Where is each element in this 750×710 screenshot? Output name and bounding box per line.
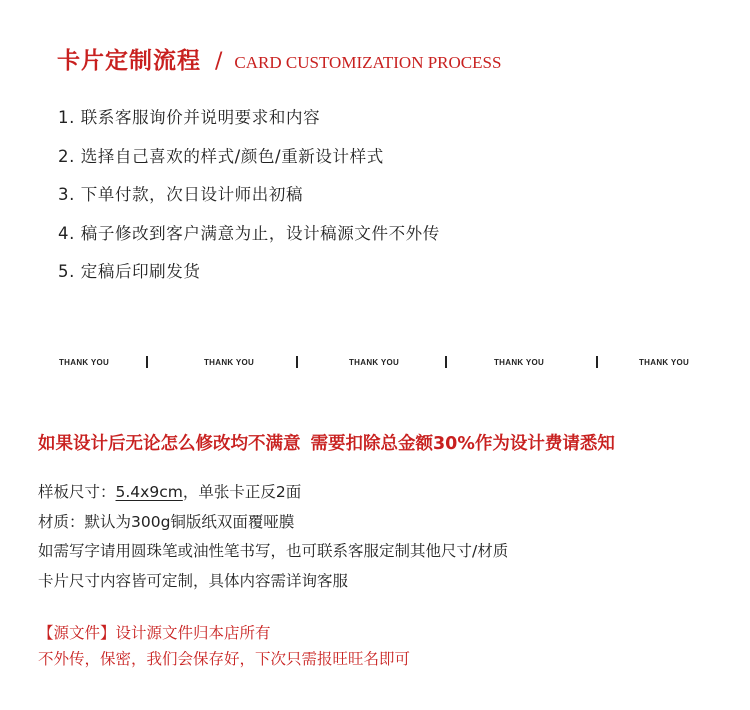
warning-part-1: 如果设计后无论怎么修改均不满意 [38,434,301,454]
page-title: 卡片定制流程 [57,48,201,74]
custom-note: 卡片尺寸内容皆可定制，具体内容需详询客服 [38,571,349,590]
divider-bar [445,356,447,368]
source-file-line-2: 不外传，保密，我们会保存好，下次只需报旺旺名即可 [38,650,411,668]
material-line: 材质：默认为300g铜版纸双面覆哑膜 [38,512,295,531]
design-fee-warning [38,430,615,455]
header [57,42,501,75]
step-item: 5. 定稿后印刷发货 [58,262,201,281]
size-value: 5.4x9cm [115,483,183,501]
page-title-english: CARD CUSTOMIZATION PROCESS [234,53,502,72]
thank-you-label: THANK YOU [59,358,110,367]
warning-part-2: 需要扣除总金额30%作为设计费请悉知 [310,434,615,454]
card-details [38,481,508,599]
thank-you-label: THANK YOU [204,358,255,367]
divider-bar [296,356,298,368]
thank-you-label: THANK YOU [494,358,545,367]
thank-you-strip [0,355,750,371]
step-item: 2. 选择自己喜欢的样式/颜色/重新设计样式 [58,146,384,166]
thank-you-label: THANK YOU [349,358,400,367]
process-steps [58,107,440,300]
source-file-notice [38,622,410,674]
step-item: 1. 联系客服询价并说明要求和内容 [58,108,321,127]
divider-bar [146,356,148,368]
writing-note: 如需写字请用圆珠笔或油性笔书写，也可联系客服定制其他尺寸/材质 [38,542,509,560]
source-file-line-1: 【源文件】设计源文件归本店所有 [38,624,271,642]
step-item: 4. 稿子修改到客户满意为止，设计稿源文件不外传 [58,223,440,243]
thank-you-label: THANK YOU [639,358,690,367]
size-suffix: ，单张卡正反2面 [182,483,302,501]
title-separator: / [215,49,223,74]
step-item: 3. 下单付款，次日设计师出初稿 [58,185,304,204]
divider-bar [596,356,598,368]
size-line [38,481,508,511]
size-label: 样板尺寸： [38,483,116,501]
